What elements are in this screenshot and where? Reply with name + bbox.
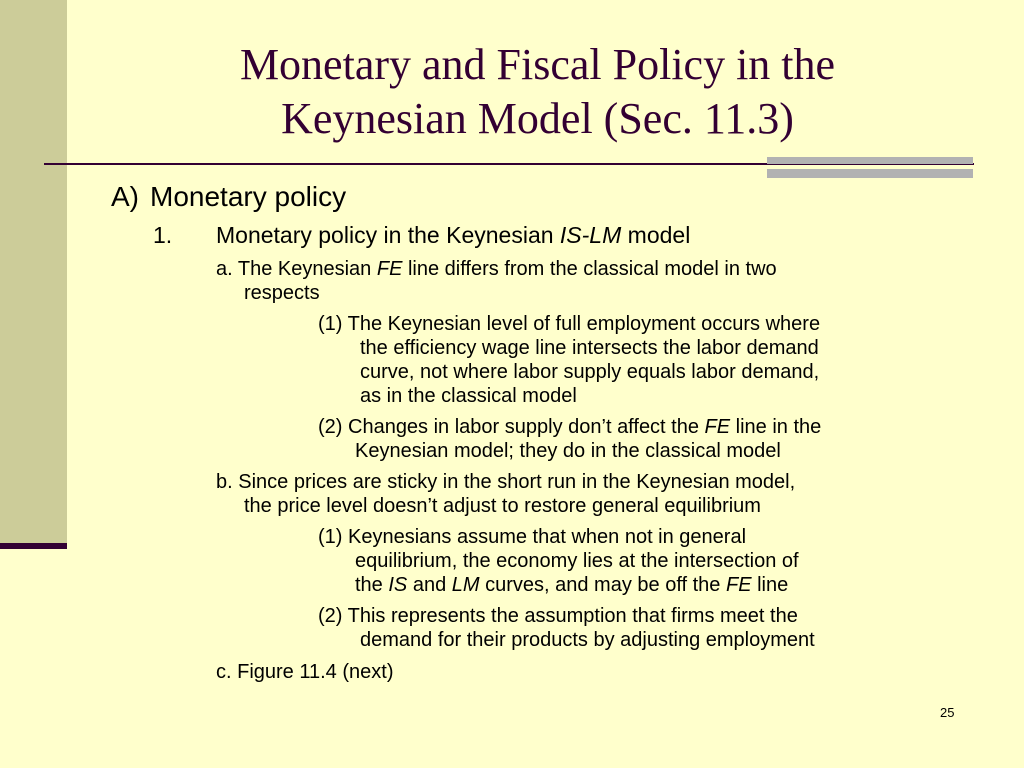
outline-b1-line-1: (1) Keynesians assume that when not in general xyxy=(318,526,747,548)
slide-page-number: 25 xyxy=(940,705,955,720)
slide-title-line-2: Keynesian Model (Sec. 11.3) xyxy=(281,94,794,143)
outline-a-heading: Monetary policy xyxy=(150,181,347,212)
left-accent-bar xyxy=(0,0,67,546)
outline-b1-line-3: the IS and LM curves, and may be off the FE line xyxy=(355,574,789,596)
title-decor-bar-top xyxy=(767,157,973,164)
outline-a-marker: A) xyxy=(111,181,139,212)
title-decor-bar-bottom xyxy=(767,169,973,178)
outline-a1-line-2: the efficiency wage line intersects the labor demand xyxy=(360,337,819,359)
slide-title xyxy=(90,38,985,146)
outline-a2-line-1: (2) Changes in labor supply don’t affect the FE line in the xyxy=(318,416,822,438)
left-accent-rule xyxy=(0,543,67,549)
outline-1-marker: 1. xyxy=(153,222,173,248)
outline-b1-line-2: equilibrium, the economy lies at the intersection of xyxy=(355,550,799,572)
outline-1-text: Monetary policy in the Keynesian IS-LM model xyxy=(216,222,691,248)
outline-a1-line-4: as in the classical model xyxy=(360,385,577,407)
outline-b2-line-2: demand for their products by adjusting employment xyxy=(360,629,815,651)
outline-a1-line-3: curve, not where labor supply equals labor demand, xyxy=(360,361,820,383)
outline-a1-line-1: (1) The Keynesian level of full employment occurs where xyxy=(318,313,821,335)
outline-b-item-line-2: the price level doesn’t adjust to restore general equilibrium xyxy=(244,495,761,517)
outline-c-item: c. Figure 11.4 (next) xyxy=(216,661,394,683)
outline-b-item-line-1: b. Since prices are sticky in the short run in the Keynesian model, xyxy=(216,471,796,493)
outline-a-item-line-2: respects xyxy=(244,282,320,304)
outline-b2-line-1: (2) This represents the assumption that firms meet the xyxy=(318,605,798,627)
outline-a-item-line-1: a. The Keynesian FE line differs from the classical model in two xyxy=(216,258,777,280)
slide-title-line-1: Monetary and Fiscal Policy in the xyxy=(239,40,836,89)
outline-a2-line-2: Keynesian model; they do in the classical model xyxy=(355,440,781,462)
